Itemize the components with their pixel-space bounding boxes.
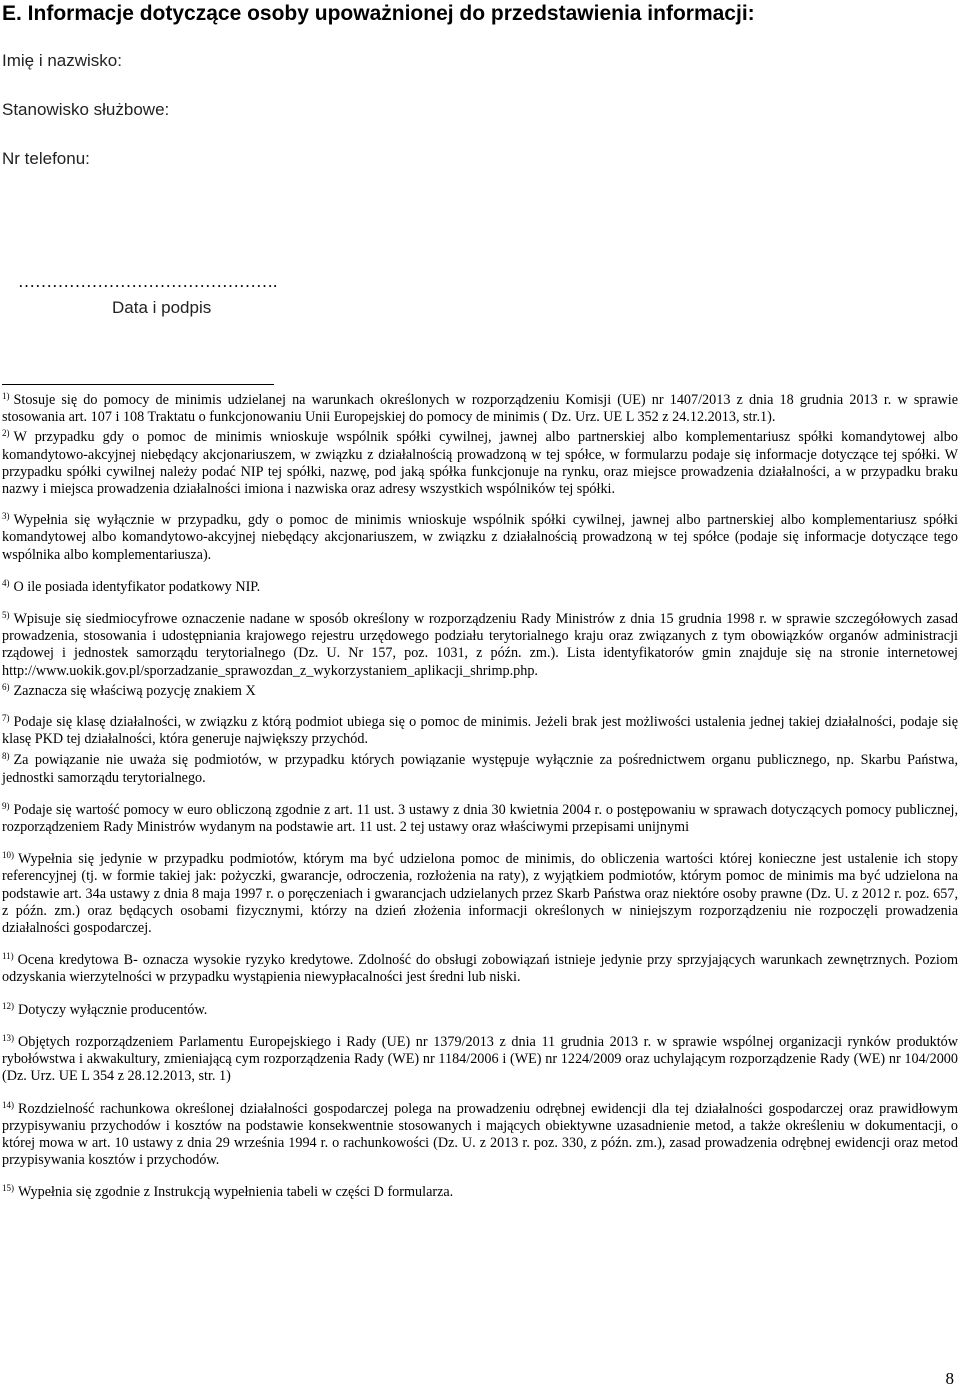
footnote-10 (2, 851, 958, 937)
footnote-text: Zaznacza się właściwą pozycję znakiem X (13, 682, 256, 699)
footnote-11 (2, 952, 958, 986)
signature-line: ………………………………………. (18, 272, 278, 291)
footnote-number: 2) (2, 428, 10, 439)
footnote-number: 12) (2, 1000, 14, 1011)
footnote-number: 14) (2, 1099, 14, 1110)
footnote-number: 4) (2, 577, 10, 588)
footnote-13 (2, 1034, 958, 1086)
page-number: 8 (945, 1369, 954, 1388)
footnote-number: 8) (2, 751, 10, 762)
footnote-number: 3) (2, 511, 10, 522)
footnote-text: W przypadku gdy o pomoc de minimis wnioskuje wspólnik spółki cywilnej, jawnej albo partnerskiej albo komplementariusz spółki komandytowej albo komandytowo-akcyjnej niebędący akcjonariuszem, w związku z działalnością prowadzoną w tej spółce, w formularzu podaje się informacje dotyczące tej spółki. W przypadku spółki cywilnej należy podać NIP tej spółki, nazwę, pod jaką spółka funkcjonuje na rynku, oraz miejsce prowadzenia działalności, a w przypadku braku nazwy i miejsca prowadzenia działalności imiona i nazwiska oraz adresy wszystkich wspólników tej spółki. (2, 429, 958, 498)
footnote-8 (2, 752, 958, 786)
footnote-text: Podaje się klasę działalności, w związku z którą podmiot ubiega się o pomoc de minimis. Jeżeli brak jest możliwości ustalenia jednej takiej działalności, podaje się klasę PKD tej działalności, która generuje największy przychód. (2, 714, 958, 748)
footnote-1 (2, 392, 958, 426)
footnote-text: Podaje się wartość pomocy w euro obliczoną zgodnie z art. 11 ust. 3 ustawy z dnia 30 kwietnia 2004 r. o postępowaniu w sprawach dotyczących pomocy publicznej, rozporządzeniem Rady Ministrów wydanym na podstawie art. 11 ust. 2 tej ustawy oraz właściwymi przepisami unijnymi (2, 801, 958, 836)
footnote-3 (2, 512, 958, 564)
footnote-text: Wpisuje się siedmiocyfrowe oznaczenie nadane w sposób określony w rozporządzeniu Rady Ministrów z dnia 15 grudnia 1998 r. w sprawie szczegółowych zasad prowadzenia, stosowania i udostępniania krajowego rejestru urzędowego podziału terytorialnego kraju oraz związanych z tym obowiązków organów administracji rządowej i jednostek samorządu terytorialnego (Dz. U. Nr 157, poz. 1031, z późn. zm.). Lista identyfikatorów gmin znajduje się na stronie internetowej http://www.uokik.gov.pl/sporzadzanie_sprawozdan_z_wykorzystaniem_aplikacji_shrimp.php. (2, 611, 958, 679)
footnote-text: Rozdzielność rachunkowa określonej działalności gospodarczej polega na prowadzeniu odrębnej ewidencji dla tej działalności gospodarczej oraz prawidłowym przypisywaniu przychodów i kosztów na podstawie konsekwentnie stosowanych i mających obiektywne uzasadnienie metod, a także określeniu w dokumentacji, o której mowa w art. 10 ustawy z dnia 29 września 1994 r. o rachunkowości (Dz. U. z 2013 r. poz. 330, z późn. zm.), zasad prowadzenia odrębnej ewidencji oraz metod przypisywania kosztów i przychodów. (2, 1100, 958, 1169)
footnote-6 (2, 683, 958, 700)
footnote-number: 11) (2, 951, 14, 962)
footnotes-section (2, 392, 958, 1202)
footnote-number: 1) (2, 391, 10, 401)
footnote-text: Wypełnia się jedynie w przypadku podmiotów, którym ma być udzielona pomoc de minimis, do obliczenia wartości której konieczne jest ustalenie ich stopy referencyjnej (tj. w formie takiej jak: pożyczki, gwarancje, odroczenia, rozłożenia na raty), z wyjątkiem podmiotów, którym pomoc de minimis ma być udzielona na podstawie art. 34a ustawy z dnia 8 maja 1997 r. o poręczeniach i gwarancjach udzielanych przez Skarb Państwa oraz niektóre osoby prawne (Dz. U. z 2012 r. poz. 657, z późn. zm.) oraz będących osobami fizycznymi, którzy na dzień złożenia informacji określonych w niniejszym rozporządzeniu nie rozpoczęli prowadzenia działalności gospodarczej. (2, 851, 958, 937)
footnote-text: Stosuje się do pomocy de minimis udzielanej na warunkach określonych w rozporządzeniu Komisji (UE) nr 1407/2013 z dnia 18 grudnia 2013 r. w sprawie stosowania art. 107 i 108 Traktatu o funkcjonowaniu Unii Europejskiej do pomocy de minimis ( Dz. Urz. UE L 352 z 24.12.2013, str.1). (2, 392, 958, 426)
phone-field-label: Nr telefonu: (2, 149, 90, 168)
name-field-label: Imię i nazwisko: (2, 51, 122, 70)
footnote-5 (2, 611, 958, 680)
footnote-text: Dotyczy wyłącznie producentów. (18, 1001, 208, 1018)
footnote-number: 13) (2, 1032, 14, 1043)
footnote-text: O ile posiada identyfikator podatkowy NIP. (13, 578, 261, 595)
footnote-text: Wypełnia się zgodnie z Instrukcją wypełnienia tabeli w części D formularza. (18, 1184, 454, 1201)
footnote-number: 5) (2, 610, 10, 621)
footnote-number: 9) (2, 800, 10, 811)
footnote-4 (2, 579, 958, 596)
footnote-7 (2, 714, 958, 748)
footnote-text: Za powiązanie nie uważa się podmiotów, w przypadku których powiązanie występuje wyłącznie za pośrednictwem organu publicznego, np. Skarbu Państwa, jednostki samorządu terytorialnego. (2, 752, 958, 786)
footnote-number: 15) (2, 1183, 14, 1194)
footnote-text: Objętych rozporządzeniem Parlamentu Europejskiego i Rady (UE) nr 1379/2013 z dnia 11 grudnia 2013 r. w sprawie wspólnej organizacji rynków produktów rybołówstwa i akwakultury, zmieniającą cym rozporządzenia Rady (WE) nr 1184/2006 i (WE) nr 1224/2009 oraz uchylającym rozporządzenie Rady (WE) nr 104/2000 (Dz. Urz. UE L 354 z 28.12.2013, str. 1) (2, 1033, 958, 1085)
footnote-separator (2, 384, 274, 385)
footnote-text: Wypełnia się wyłącznie w przypadku, gdy o pomoc de minimis wnioskuje wspólnik spółki cywilnej, jawnej albo partnerskiej albo komplementariusz spółki komandytowej albo komandytowo-akcyjnej niebędący akcjonariuszem, w związku z działalnością prowadzoną w tej spółce (podaje się informacje dotyczące tego wspólnika albo komplementariusza). (2, 512, 958, 563)
footnote-number: 6) (2, 681, 10, 692)
footnote-12 (2, 1002, 958, 1019)
section-heading: E. Informacje dotyczące osoby upoważnionej do przedstawienia informacji: (2, 2, 755, 25)
signature-label: Data i podpis (112, 298, 212, 317)
position-field-label: Stanowisko służbowe: (2, 100, 170, 119)
footnote-number: 10) (2, 850, 14, 861)
footnote-15 (2, 1184, 958, 1201)
footnote-text: Ocena kredytowa B- oznacza wysokie ryzyko kredytowe. Zdolność do obsługi zobowiązań istnieje jedynie przy sprzyjających warunkach zewnętrznych. Poziom odzyskania wierzytelności w przypadku wystąpienia niewypłacalności jest średni lub niski. (2, 952, 958, 986)
footnote-14 (2, 1101, 958, 1170)
footnote-number: 7) (2, 713, 10, 724)
footnote-2 (2, 429, 958, 498)
footnote-9 (2, 802, 958, 836)
